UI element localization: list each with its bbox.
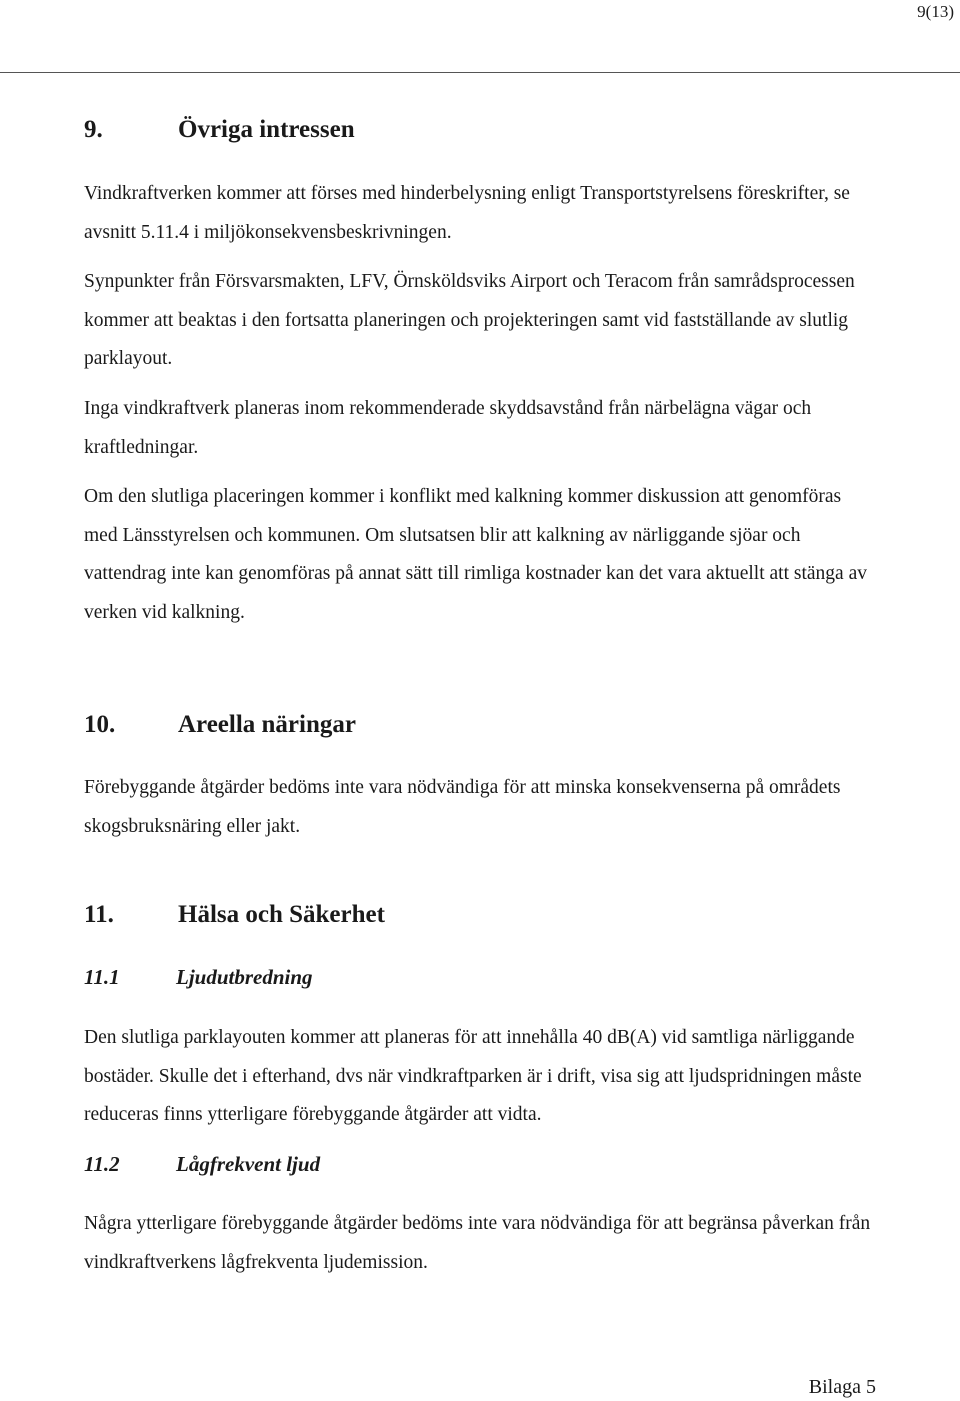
subsection-title: Ljudutbredning — [176, 965, 313, 989]
paragraph: Förebyggande åtgärder bedöms inte vara nödvändiga för att minska konsekvenserna på områdets skogsbruksnäring eller jakt. — [84, 777, 841, 837]
paragraph: Några ytterligare förebyggande åtgärder bedöms inte vara nödvändiga för att begränsa påverkan från vindkraftverkens lågfrekventa ljudemission. — [84, 1213, 871, 1273]
section-11-heading — [84, 901, 385, 929]
section-10-heading — [84, 711, 356, 739]
subsection-11-1-heading — [84, 965, 313, 990]
paragraph: Den slutliga parklayouten kommer att planeras för att innehålla 40 dB(A) vid samtliga närliggande bostäder. Skulle det i efterhand, dvs när vindkraftparken är i drift, visa sig att ljudspridningen måste reduceras finns ytterligare förebyggande åtgärder att vidta. — [84, 1027, 862, 1125]
subsection-title: Lågfrekvent ljud — [176, 1152, 321, 1176]
subsection-number: 11.1 — [84, 965, 120, 989]
section-9-heading — [84, 116, 355, 144]
paragraph: Inga vindkraftverk planeras inom rekommenderade skyddsavstånd från närbelägna vägar och kraftledningar. — [84, 398, 812, 458]
section-number: 11. — [84, 901, 114, 928]
page-number: 9(13) — [917, 2, 954, 21]
section-number: 9. — [84, 116, 103, 143]
appendix-label: Bilaga 5 — [808, 1376, 876, 1398]
paragraph: Vindkraftverken kommer att förses med hinderbelysning enligt Transportstyrelsens föreskrifter, se avsnitt 5.11.4 i miljökonsekvensbeskrivningen. — [84, 183, 850, 243]
paragraph: Om den slutliga placeringen kommer i konflikt med kalkning kommer diskussion att genomföras med Länsstyrelsen och kommunen. Om slutsatsen blir att kalkning av närliggande sjöar och vattendrag inte kan genomföras på annat sätt till rimliga kostnader kan det vara aktuellt att stänga av verken vid kalkning. — [84, 486, 867, 623]
section-title: Övriga intressen — [178, 116, 355, 143]
section-title: Hälsa och Säkerhet — [178, 901, 385, 928]
subsection-11-2-heading — [84, 1152, 320, 1177]
paragraph: Synpunkter från Försvarsmakten, LFV, Örnsköldsviks Airport och Teracom från samrådsprocessen kommer att beaktas i den fortsatta planeringen och projekteringen samt vid fastställande av slutlig parklayout. — [84, 271, 855, 369]
header-rule — [0, 72, 960, 73]
section-title: Areella näringar — [178, 711, 356, 738]
section-number: 10. — [84, 711, 116, 738]
subsection-number: 11.2 — [84, 1152, 120, 1176]
